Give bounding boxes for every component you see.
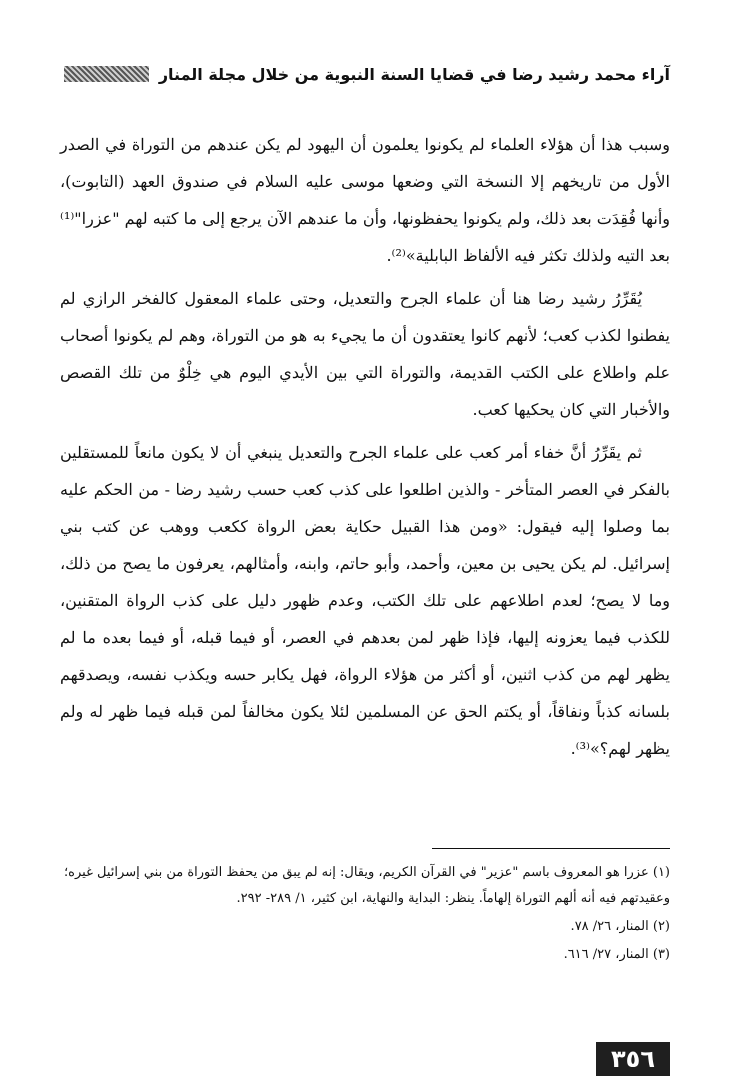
header-title: آراء محمد رشيد رضا في قضايا السنة النبوية من خلال مجلة المنار xyxy=(158,64,670,84)
footnote-3: (٣) المنار، ٢٧/ ٦١٦. xyxy=(563,947,670,962)
footnote-1: (١) عزرا هو المعروف باسم "عزير" في القرآن الكريم، ويقال: إنه لم يبق من يحفظ التوراة من بني إسرائيل غيره؛ وعقيدتهم فيه أنه ألهم التوراة إلهاماً. ينظر: البداية والنهاية، ابن كثير، ١/ ٢٨٩- ٢٩٢. xyxy=(64,865,670,906)
footnotes xyxy=(60,858,670,970)
footnote-separator xyxy=(432,848,670,849)
page-number: ٣٥٦ xyxy=(596,1042,670,1076)
header-decorative-bar xyxy=(64,66,149,82)
paragraph-2: يُقَرِّرُ رشيد رضا هنا أن علماء الجرح والتعديل، وحتى علماء المعقول كالفخر الرازي لم يفطنوا لكذب كعب؛ لأنهم كانوا يعتقدون أن ما يجيء به هو من التوراة، وهم لم يكونوا أصحاب علم واطلاع على الكتب القديمة، والتوراة التي بين الأيدي اليوم هي خِلْوٌ من تلك القصص والأخبار التي كان يحكيها كعب. xyxy=(60,289,670,419)
footnote-2: (٢) المنار، ٢٦/ ٧٨. xyxy=(570,919,670,934)
running-header xyxy=(64,60,670,88)
main-text xyxy=(60,126,670,773)
paragraph-3: ثم يقَرِّرُ أنَّ خفاء أمر كعب على علماء الجرح والتعديل ينبغي أن لا يكون مانعاً للمستقلين بالفكر في العصر المتأخر - والذين اطلعوا على كذب كعب حسب رشيد رضا - من الحكم عليه بما وصلوا إليه فيقول: «ومن هذا القبيل حكاية بعض الرواة ككعب ووهب عن كتب بني إسرائيل. لم يكن يحيى بن معين، وأحمد، وأبو حاتم، وابنه، وأمثالهم، يعرفون ما يصح من ذلك، وما لا يصح؛ لعدم اطلاعهم على تلك الكتب، وعدم ظهور دليل على كذب الرواة المتقنين، للكذب فيما يعزونه إليها، فإذا ظهر لمن بعدهم في العصر، أو فيما قبله، أو فيما بعده ما لم يظهر لهم من كذب اثنين، أو أكثر من هؤلاء الرواة، فهل يكابر حسه ويكذب نفسه، ويصدقهم بلسانه كذباً ونفاقاً، أو يكتم الحق عن المسلمين لئلا يكون مخالفاً لمن قبله فيما ظهر له ولم يظهر لهم؟»⁽³⁾. xyxy=(60,443,670,758)
paragraph-1: وسبب هذا أن هؤلاء العلماء لم يكونوا يعلمون أن اليهود لم يكن عندهم من التوراة في الصدر الأول من تاريخهم إلا النسخة التي وضعها موسى عليه السلام في صندوق العهد (التابوت)، وأنها فُقِدَت بعد ذلك، ولم يكونوا يحفظونها، وأن ما عندهم الآن يرجع إلى ما كتبه لهم "عزرا"⁽¹⁾ بعد التيه ولذلك تكثر فيه الألفاظ البابلية»⁽²⁾. xyxy=(60,135,670,265)
